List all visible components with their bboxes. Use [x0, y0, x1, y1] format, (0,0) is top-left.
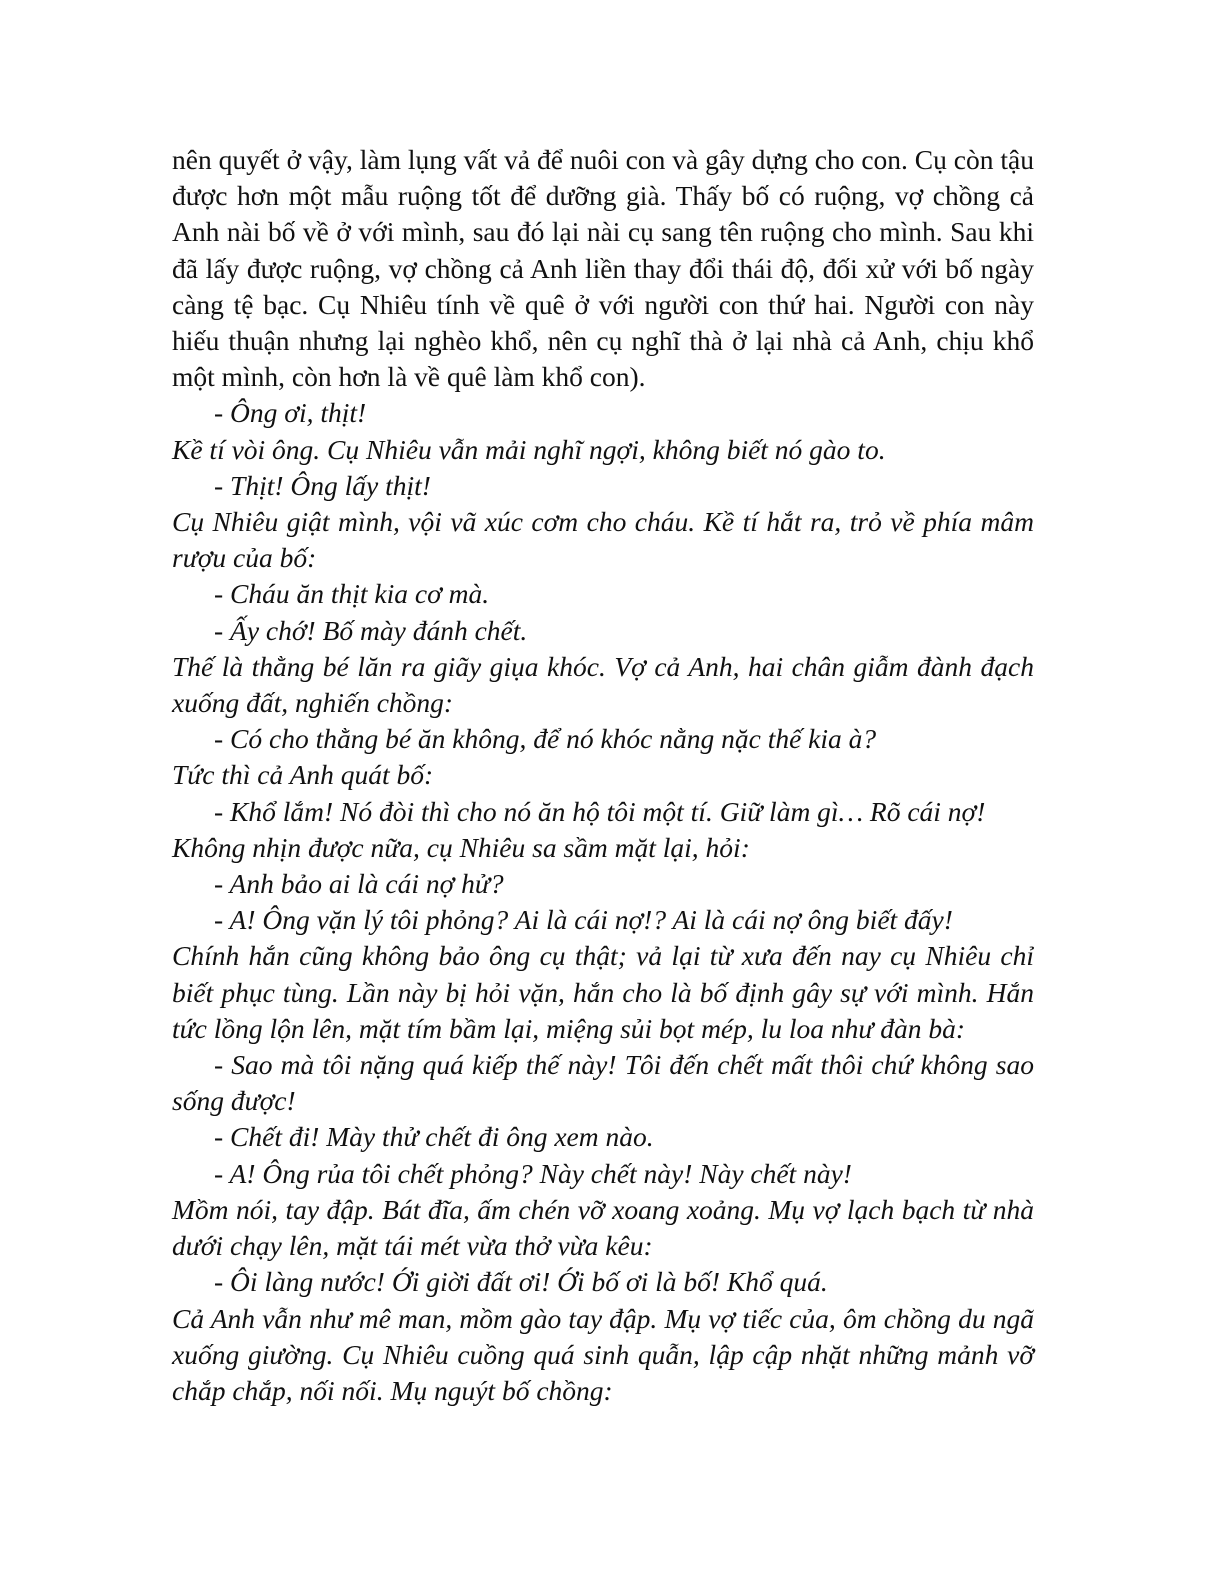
document-page	[172, 142, 1034, 1409]
dialogue-line: - Thịt! Ông lấy thịt!	[214, 469, 431, 501]
dialogue-line: - Chết đi! Mày thử chết đi ông xem nào.	[214, 1121, 654, 1153]
narrative-italic-paragraph: Cụ Nhiêu giật mình, vội vã xúc cơm cho cháu. Kề tí hắt ra, trỏ về phía mâm rượu của bố:	[172, 506, 1034, 574]
dialogue-line: - A! Ông rủa tôi chết phỏng? Này chết này! Này chết này!	[214, 1157, 852, 1189]
narrative-italic-paragraph: Chính hắn cũng không bảo ông cụ thật; vả lại từ xưa đến nay cụ Nhiêu chỉ biết phục tùng. Lần này bị hỏi vặn, hắn cho là bố định gây sự với mình. Hắn tức lồng lộn lên, mặt tím bầm lại, miệng sủi bọt mép, lu loa như đàn bà:	[172, 940, 1034, 1044]
dialogue-line: - Ôi làng nước! Ới giời đất ơi! Ới bố ơi là bố! Khổ quá.	[214, 1266, 828, 1298]
dialogue-line: - Khổ lắm! Nó đòi thì cho nó ăn hộ tôi một tí. Giữ làm gì… Rõ cái nợ!	[214, 795, 986, 827]
narrative-italic-paragraph: Cả Anh vẫn như mê man, mồm gào tay đập. Mụ vợ tiếc của, ôm chồng du ngã xuống giường. Cụ Nhiêu cuồng quá sinh quẫn, lập cập nhặt những mảnh vỡ chắp chắp, nối nối. Mụ nguýt bố chồng:	[172, 1302, 1034, 1406]
narrative-italic-paragraph: Kề tí vòi ông. Cụ Nhiêu vẫn mải nghĩ ngợi, không biết nó gào to.	[172, 433, 886, 465]
narrative-italic-paragraph: Tức thì cả Anh quát bố:	[172, 759, 434, 791]
dialogue-line: - Ông ơi, thịt!	[214, 397, 367, 429]
narrative-italic-paragraph: Mồm nói, tay đập. Bát đĩa, ấm chén vỡ xoang xoảng. Mụ vợ lạch bạch từ nhà dưới chạy lên, mặt tái mét vừa thở vừa kêu:	[172, 1193, 1034, 1262]
narrative-italic-paragraph: Thế là thằng bé lăn ra giãy giụa khóc. Vợ cả Anh, hai chân giẫm đành đạch xuống đất, nghiến chồng:	[172, 650, 1034, 719]
dialogue-line: - Có cho thằng bé ăn không, để nó khóc nằng nặc thế kia à?	[214, 723, 877, 755]
dialogue-line: - Anh bảo ai là cái nợ hử?	[214, 868, 504, 900]
dialogue-line: - Ấy chớ! Bố mày đánh chết.	[214, 614, 528, 646]
dialogue-line: - Cháu ăn thịt kia cơ mà.	[214, 578, 490, 610]
narrative-italic-paragraph: Không nhịn được nữa, cụ Nhiêu sa sầm mặt lại, hỏi:	[172, 831, 750, 863]
narrative-paragraph: nên quyết ở vậy, làm lụng vất vả để nuôi con và gây dựng cho con. Cụ còn tậu được hơn một mẫu ruộng tốt để dưỡng già. Thấy bố có ruộng, vợ chồng cả Anh nài bố về ở với mình, sau đó lại nài cụ sang tên ruộng cho mình. Sau khi đã lấy được ruộng, vợ chồng cả Anh liền thay đổi thái độ, đối xử với bố ngày càng tệ bạc. Cụ Nhiêu tính về quê ở với người con thứ hai. Người con này hiếu thuận nhưng lại nghèo khổ, nên cụ nghĩ thà ở lại nhà cả Anh, chịu khổ một mình, còn hơn là về quê làm khổ con).	[172, 144, 1034, 393]
dialogue-line: - Sao mà tôi nặng quá kiếp thế này! Tôi đến chết mất thôi chứ không sao sống được!	[172, 1049, 1034, 1117]
dialogue-line: - A! Ông vặn lý tôi phỏng? Ai là cái nợ!? Ai là cái nợ ông biết đấy!	[214, 904, 953, 936]
